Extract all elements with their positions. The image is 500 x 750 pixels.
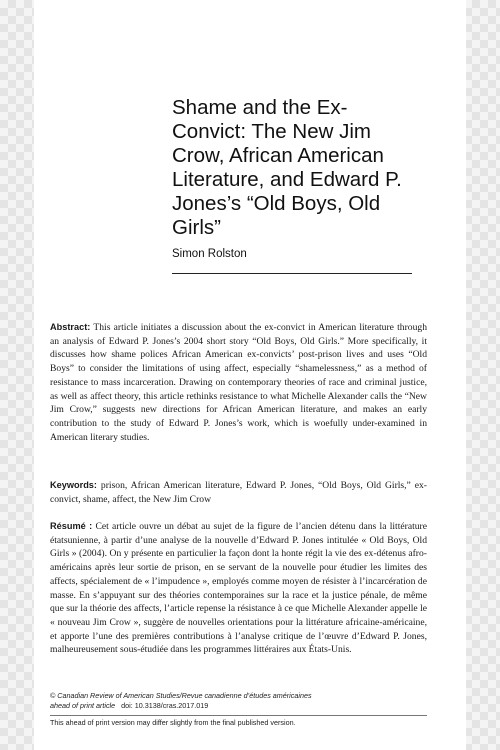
journal-footer: [50, 691, 427, 711]
resume-paragraph: [50, 520, 427, 657]
resume-text: Cet article ouvre un débat au sujet de la figure de l’ancien détenu dans la littérature étatsunienne, à partir d’une analyse de la nouvelle d’Edward P. Jones intitulée « Old Boys, Old Girls » (2004). On y présente en particulier la façon dont la honte régit la vie des ex-détenus afro-américains après leur sortie de prison, en se servant de la nouvelle pour étudier les limites des affects, spécialement de « l’impudence », employés comme moyen de résister à l’incarcération de masse. En s’appuyant sur des théories contemporaines sur la race et la justice pénale, de même que sur la théorie des affects, l’article repense la résistance à ce que Michelle Alexander appelle le « nouveau Jim Crow », suggère de nouvelles orientations pour la littérature africaine-américaine, et apporte l’une des premières contributions à l’analyse critique de l’œuvre d’Edward P. Jones, malheureusement sous-étudiée dans les programmes littéraires aux États-Unis.: [50, 521, 427, 656]
keywords-text: prison, African American literature, Edward P. Jones, “Old Boys, Old Girls,” ex-convict, shame, affect, the New Jim Crow: [50, 480, 427, 505]
footer-note: This ahead of print version may differ slightly from the final published version.: [50, 718, 296, 727]
abstract-paragraph: [50, 321, 427, 444]
article-title: Shame and the Ex-Convict: The New Jim Crow, African American Literature, and Edward P. Jones’s “Old Boys, Old Girls”: [172, 96, 402, 239]
resume-label: Résumé :: [50, 521, 93, 531]
keywords-label: Keywords:: [50, 480, 97, 490]
footer-doi: doi: 10.3138/cras.2017.019: [121, 701, 209, 711]
title-divider: [172, 273, 412, 274]
abstract-label: Abstract:: [50, 322, 91, 332]
footer-copyright: © Canadian Review of American Studies/Revue canadienne d’études américaines: [50, 691, 312, 700]
footer-divider: [50, 715, 427, 716]
abstract-text: This article initiates a discussion about the ex-convict in American literature through an analysis of Edward P. Jones’s 2004 short story “Old Boys, Old Girls.” More specifically, it discusses how shame polices African American ex-convicts’ post-prison lives and uses “Old Boys” to consider the limitations of using affect, especially “shamelessness,” as a method of resistance to mass incarceration. Drawing on contemporary theories of race and criminal justice, as well as affect theory, this article rethinks resistance to what Michelle Alexander calls the “New Jim Crow,” suggests new directions for African American literature, and makes an early contribution to the study of Edward P. Jones’s work, which is woefully under-examined in American literary studies.: [50, 322, 427, 443]
footer-doi-line: [50, 701, 427, 711]
footer-status: ahead of print article: [50, 701, 116, 711]
keywords-paragraph: [50, 479, 427, 506]
article-author: Simon Rolston: [172, 248, 247, 260]
